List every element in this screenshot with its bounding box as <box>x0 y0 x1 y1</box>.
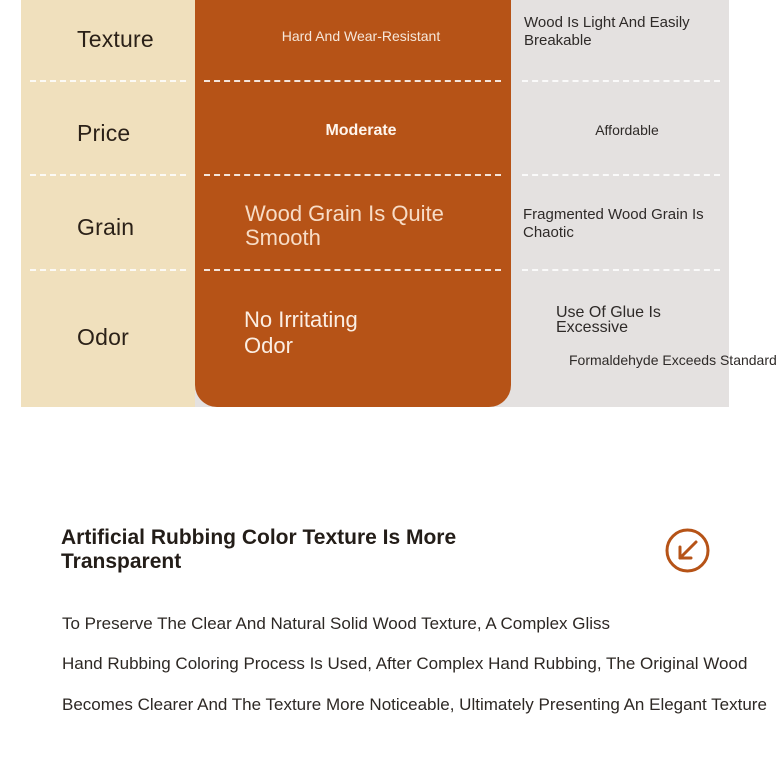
row-divider <box>522 80 720 82</box>
row-label-texture: Texture <box>77 26 154 52</box>
feature-title: Artificial Rubbing Color Texture Is More Transparent <box>61 526 457 573</box>
other-odor-subvalue: Formaldehyde Exceeds Standard <box>569 352 777 368</box>
other-odor-value: Use Of Glue Is Excessive <box>556 304 661 336</box>
label-column <box>21 0 195 407</box>
row-label-grain: Grain <box>77 214 135 240</box>
ours-price-value: Moderate <box>325 122 397 139</box>
row-divider <box>204 80 501 82</box>
row-divider <box>30 174 186 176</box>
ours-grain-value: Wood Grain Is Quite Smooth <box>245 201 444 250</box>
row-divider <box>30 80 186 82</box>
row-divider <box>204 269 501 271</box>
ours-odor-value: No Irritating Odor <box>244 307 358 358</box>
row-divider <box>522 174 720 176</box>
other-price-value: Affordable <box>595 122 659 138</box>
featured-product-column <box>195 0 511 407</box>
row-label-price: Price <box>77 120 131 146</box>
other-grain-value: Fragmented Wood Grain Is Chaotic <box>523 206 704 241</box>
ours-texture-value: Hard And Wear-Resistant <box>281 28 441 44</box>
row-divider <box>30 269 186 271</box>
other-product-column <box>511 0 777 407</box>
comparison-table <box>21 0 777 407</box>
row-divider <box>204 174 501 176</box>
row-divider <box>522 269 720 271</box>
feature-paragraph-line: To Preserve The Clear And Natural Solid Wood Texture, A Complex Gliss <box>62 614 611 633</box>
feature-paragraph-line: Hand Rubbing Coloring Process Is Used, After Complex Hand Rubbing, The Original Wood <box>62 654 748 673</box>
other-texture-value: Wood Is Light And Easily Breakable <box>524 14 690 49</box>
row-label-odor: Odor <box>77 324 129 350</box>
feature-paragraph-line: Becomes Clearer And The Texture More Noticeable, Ultimately Presenting An Elegant Texture <box>62 695 767 714</box>
arrow-down-left-circle-icon[interactable] <box>665 528 710 573</box>
